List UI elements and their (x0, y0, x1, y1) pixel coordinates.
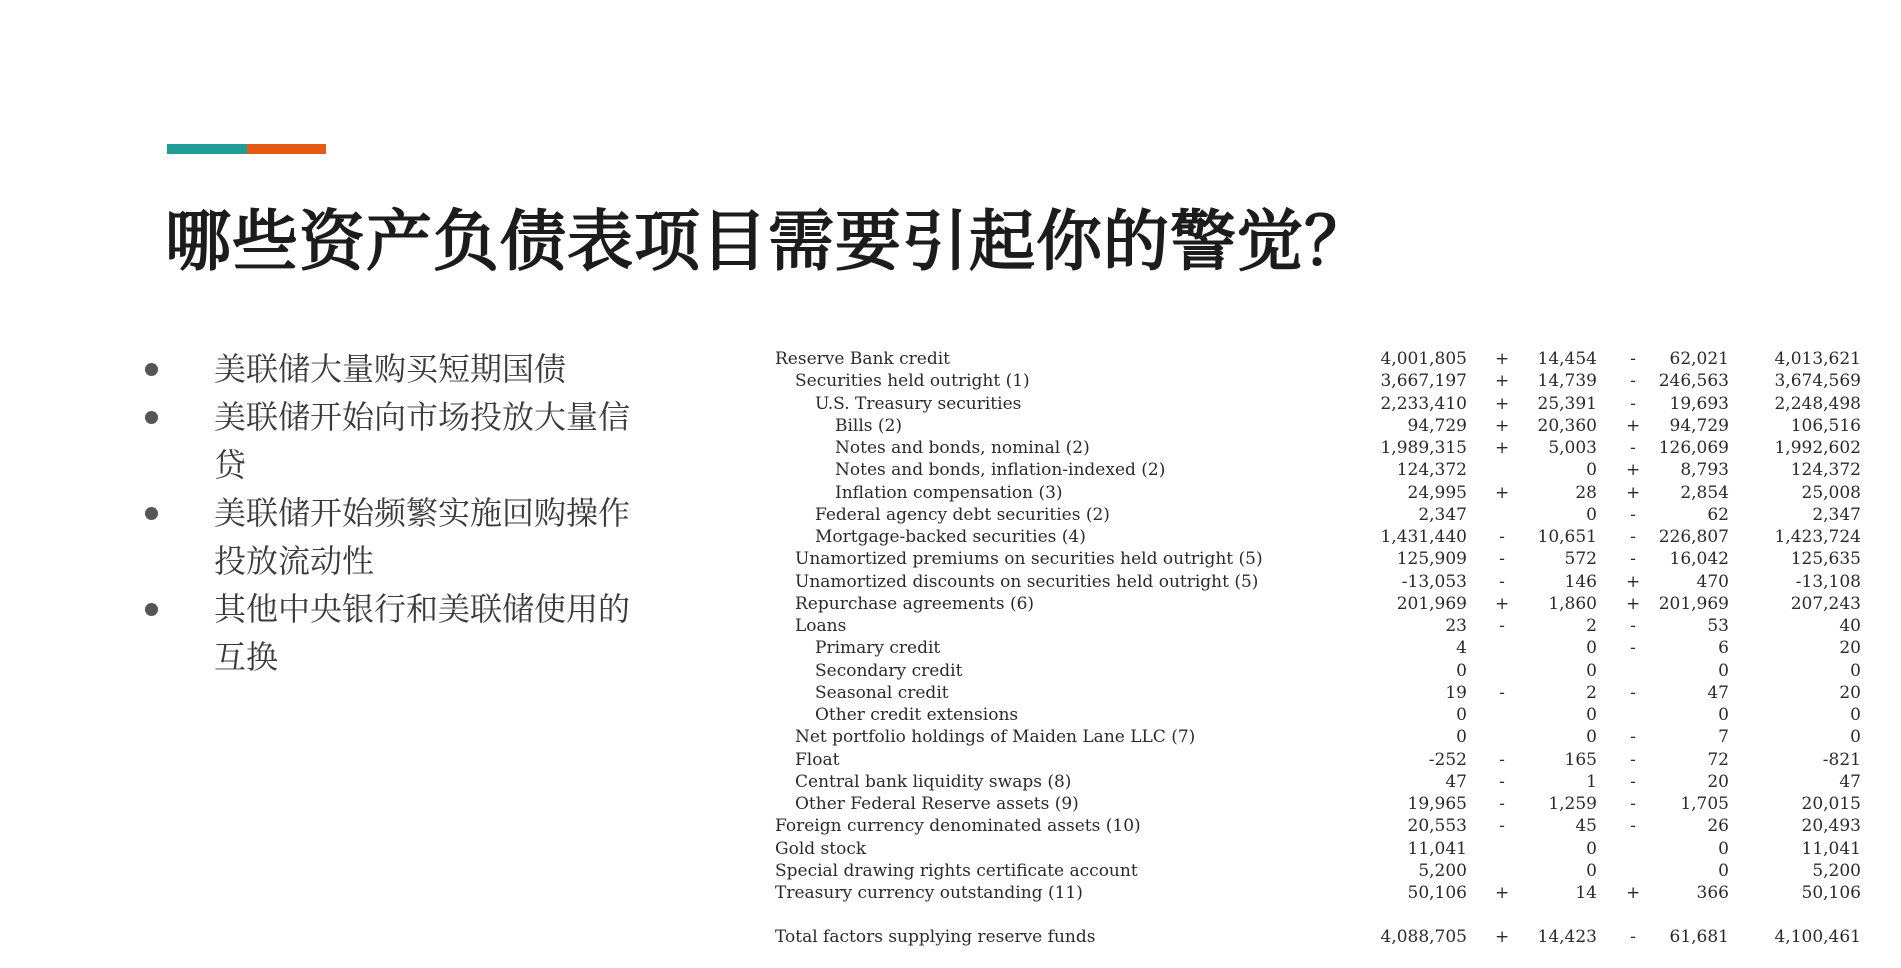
value-col-3: 62 (1707, 504, 1729, 525)
value-col-2: 1,860 (1548, 593, 1597, 614)
row-label: Repurchase agreements (6) (795, 593, 1035, 614)
value-col-1: 125,909 (1396, 549, 1467, 570)
value-col-3: 19,693 (1669, 393, 1729, 414)
sign-col-1: + (1495, 927, 1510, 948)
value-col-2: 0 (1586, 727, 1597, 748)
sign-col-1: + (1495, 883, 1510, 903)
row-label: Reserve Bank credit (775, 349, 950, 369)
row-label: Federal agency debt securities (2) (815, 504, 1110, 525)
sign-col-1: - (1499, 571, 1505, 592)
value-col-1: 3,667,197 (1380, 371, 1467, 392)
value-col-2: 0 (1586, 660, 1597, 681)
row-label: Notes and bonds, nominal (2) (835, 438, 1090, 458)
value-col-1: 19 (1445, 682, 1467, 703)
row-label: Bills (2) (835, 415, 903, 436)
bullet-item (138, 585, 658, 681)
sign-col-1: - (1499, 616, 1505, 636)
value-col-1: -252 (1428, 749, 1467, 770)
row-label: Other credit extensions (815, 705, 1019, 725)
sign-col-2: - (1630, 638, 1636, 659)
value-col-3: 6 (1718, 638, 1729, 659)
value-col-4: 106,516 (1790, 415, 1861, 436)
sign-col-1: + (1495, 349, 1510, 369)
value-col-4: 0 (1850, 660, 1861, 681)
value-col-1: 1,431,440 (1380, 527, 1467, 547)
sign-col-2: + (1626, 593, 1641, 614)
value-col-3: 16,042 (1669, 549, 1729, 570)
value-col-4: 4,100,461 (1774, 927, 1861, 948)
row-label: Other Federal Reserve assets (9) (795, 794, 1079, 814)
row-label: Central bank liquidity swaps (8) (795, 771, 1072, 792)
value-col-4: 20,015 (1801, 794, 1861, 814)
sign-col-1: + (1495, 393, 1510, 414)
sign-col-2: - (1630, 727, 1636, 748)
value-col-3: 226,807 (1658, 527, 1729, 547)
sign-col-1: - (1499, 749, 1505, 770)
sign-col-1: + (1495, 593, 1510, 614)
value-col-3: 72 (1707, 749, 1729, 770)
value-col-3: 53 (1707, 616, 1729, 636)
value-col-1: 0 (1456, 660, 1467, 681)
bullet-dot-icon (145, 507, 158, 520)
value-col-4: -13,108 (1795, 571, 1861, 592)
row-label: Foreign currency denominated assets (10) (775, 816, 1141, 837)
sign-col-1: + (1495, 438, 1510, 458)
row-label: U.S. Treasury securities (815, 393, 1022, 414)
row-label: Gold stock (775, 838, 867, 859)
value-col-2: 25,391 (1537, 393, 1597, 414)
value-col-2: 20,360 (1537, 415, 1597, 436)
bullet-text: 其他中央银行和美联储使用的互换 (214, 590, 631, 676)
sign-col-2: + (1626, 482, 1641, 503)
sign-col-2: - (1630, 616, 1636, 636)
bullet-item (138, 393, 658, 489)
value-col-1: 0 (1456, 727, 1467, 748)
value-col-3: 470 (1696, 571, 1729, 592)
row-label: Primary credit (815, 638, 941, 659)
value-col-4: 0 (1850, 727, 1861, 748)
value-col-1: 1,989,315 (1380, 438, 1467, 458)
row-label: Mortgage-backed securities (4) (815, 527, 1086, 547)
value-col-1: 201,969 (1396, 593, 1467, 614)
sign-col-2: - (1630, 771, 1636, 792)
value-col-4: 50,106 (1801, 883, 1861, 903)
sign-col-1: + (1495, 371, 1510, 392)
slide-title: 哪些资产负债表项目需要引起你的警觉？ (165, 203, 1371, 280)
value-col-3: 2,854 (1680, 482, 1729, 503)
sign-col-2: - (1630, 393, 1636, 414)
sign-col-2: + (1626, 571, 1641, 592)
row-label: Unamortized discounts on securities held outright (5) (795, 571, 1259, 592)
sign-col-1: - (1499, 682, 1505, 703)
value-col-2: 572 (1564, 549, 1597, 570)
value-col-2: 0 (1586, 838, 1597, 859)
value-col-1: 2,347 (1418, 504, 1467, 525)
value-col-4: 1,423,724 (1774, 527, 1861, 547)
value-col-4: 20 (1839, 682, 1861, 703)
value-col-4: 3,674,569 (1774, 371, 1861, 392)
row-label: Loans (795, 616, 847, 636)
bullet-text: 美联储开始频繁实施回购操作投放流动性 (214, 494, 631, 580)
value-col-1: 19,965 (1407, 794, 1467, 814)
sign-col-2: - (1630, 549, 1636, 570)
value-col-4: 25,008 (1801, 482, 1861, 503)
value-col-3: 126,069 (1658, 438, 1729, 458)
row-label: Total factors supplying reserve funds (775, 927, 1096, 948)
sign-col-2: - (1630, 682, 1636, 703)
row-label: Inflation compensation (3) (835, 482, 1063, 503)
value-col-2: 14,423 (1537, 927, 1597, 948)
accent-orange-segment (247, 144, 326, 154)
row-label: Notes and bonds, inflation-indexed (2) (835, 460, 1166, 481)
value-col-3: 47 (1707, 682, 1729, 703)
value-col-1: 94,729 (1407, 415, 1467, 436)
value-col-1: 0 (1456, 705, 1467, 725)
sign-col-2: - (1630, 504, 1636, 525)
bullet-dot-icon (145, 363, 158, 376)
value-col-1: 11,041 (1407, 838, 1467, 859)
sign-col-1: - (1499, 771, 1505, 792)
value-col-4: 2,347 (1812, 504, 1861, 525)
value-col-3: 0 (1718, 705, 1729, 725)
bullet-dot-icon (145, 603, 158, 616)
sign-col-2: - (1630, 438, 1636, 458)
title-accent-bar (167, 144, 326, 154)
value-col-2: 28 (1575, 482, 1597, 503)
value-col-4: 124,372 (1790, 460, 1861, 481)
value-col-3: 94,729 (1669, 415, 1729, 436)
row-label: Net portfolio holdings of Maiden Lane LLC (7) (795, 727, 1196, 748)
value-col-4: 0 (1850, 705, 1861, 725)
value-col-1: -13,053 (1401, 571, 1467, 592)
value-col-1: 4,088,705 (1380, 927, 1467, 948)
sign-col-1: + (1495, 482, 1510, 503)
value-col-4: 1,992,602 (1774, 438, 1861, 458)
bullet-text: 美联储大量购买短期国债 (214, 350, 567, 388)
value-col-2: 0 (1586, 705, 1597, 725)
value-col-2: 2 (1586, 616, 1597, 636)
value-col-2: 0 (1586, 860, 1597, 881)
row-label: Securities held outright (1) (795, 371, 1030, 392)
value-col-3: 26 (1707, 816, 1729, 837)
value-col-4: 11,041 (1801, 838, 1861, 859)
bullet-item (138, 489, 658, 585)
value-col-1: 4,001,805 (1380, 349, 1467, 369)
value-col-3: 61,681 (1669, 927, 1729, 948)
sign-col-2: - (1630, 927, 1636, 948)
value-col-4: 20 (1839, 638, 1861, 659)
value-col-1: 4 (1456, 638, 1467, 659)
value-col-3: 201,969 (1658, 593, 1729, 614)
row-label: Float (795, 749, 840, 770)
value-col-2: 0 (1586, 638, 1597, 659)
sign-col-2: + (1626, 415, 1641, 436)
value-col-3: 20 (1707, 771, 1729, 792)
value-col-3: 366 (1696, 883, 1729, 903)
value-col-3: 0 (1718, 860, 1729, 881)
value-col-2: 165 (1564, 749, 1597, 770)
row-label: Special drawing rights certificate account (775, 860, 1138, 881)
value-col-3: 62,021 (1669, 349, 1729, 369)
sign-col-1: - (1499, 549, 1505, 570)
value-col-2: 1 (1586, 771, 1597, 792)
value-col-2: 14,454 (1537, 349, 1597, 369)
value-col-4: 40 (1839, 616, 1861, 636)
value-col-2: 2 (1586, 682, 1597, 703)
value-col-4: 4,013,621 (1774, 349, 1861, 369)
sign-col-1: - (1499, 794, 1505, 814)
value-col-3: 1,705 (1680, 794, 1729, 814)
bullet-text: 美联储开始向市场投放大量信贷 (214, 398, 631, 484)
value-col-1: 24,995 (1407, 482, 1467, 503)
value-col-1: 50,106 (1407, 883, 1467, 903)
sign-col-1: + (1495, 415, 1510, 436)
bullet-item (138, 345, 658, 393)
value-col-4: -821 (1822, 749, 1861, 770)
value-col-2: 14 (1575, 883, 1597, 903)
sign-col-2: - (1630, 794, 1636, 814)
sign-col-2: - (1630, 371, 1636, 392)
value-col-2: 146 (1564, 571, 1597, 592)
sign-col-2: - (1630, 749, 1636, 770)
sign-col-2: + (1626, 883, 1641, 903)
value-col-2: 45 (1575, 816, 1597, 837)
sign-col-2: - (1630, 816, 1636, 837)
value-col-2: 0 (1586, 504, 1597, 525)
value-col-1: 2,233,410 (1380, 393, 1467, 414)
row-label: Secondary credit (815, 660, 963, 681)
value-col-3: 8,793 (1680, 460, 1729, 481)
value-col-4: 125,635 (1790, 549, 1861, 570)
value-col-3: 0 (1718, 660, 1729, 681)
bullet-dot-icon (145, 411, 158, 424)
value-col-2: 14,739 (1537, 371, 1597, 392)
sign-col-1: - (1499, 527, 1505, 547)
value-col-2: 10,651 (1537, 527, 1597, 547)
value-col-2: 5,003 (1548, 438, 1597, 458)
sign-col-2: + (1626, 460, 1641, 481)
value-col-3: 0 (1718, 838, 1729, 859)
value-col-1: 5,200 (1418, 860, 1467, 881)
row-label: Treasury currency outstanding (11) (775, 883, 1083, 903)
value-col-4: 20,493 (1801, 816, 1861, 837)
value-col-1: 47 (1445, 771, 1467, 792)
row-label: Seasonal credit (815, 682, 949, 703)
value-col-1: 124,372 (1396, 460, 1467, 481)
row-label: Unamortized premiums on securities held outright (5) (795, 549, 1263, 570)
value-col-1: 23 (1445, 616, 1467, 636)
sign-col-1: - (1499, 816, 1505, 837)
value-col-4: 47 (1839, 771, 1861, 792)
sign-col-2: - (1630, 527, 1636, 547)
value-col-4: 5,200 (1812, 860, 1861, 881)
value-col-4: 207,243 (1790, 593, 1861, 614)
sign-col-2: - (1630, 349, 1636, 369)
value-col-3: 7 (1718, 727, 1729, 748)
value-col-3: 246,563 (1658, 371, 1729, 392)
value-col-2: 0 (1586, 460, 1597, 481)
bullet-list (138, 345, 658, 681)
accent-teal-segment (167, 144, 247, 154)
value-col-4: 2,248,498 (1774, 393, 1861, 414)
value-col-2: 1,259 (1548, 794, 1597, 814)
value-col-1: 20,553 (1407, 816, 1467, 837)
